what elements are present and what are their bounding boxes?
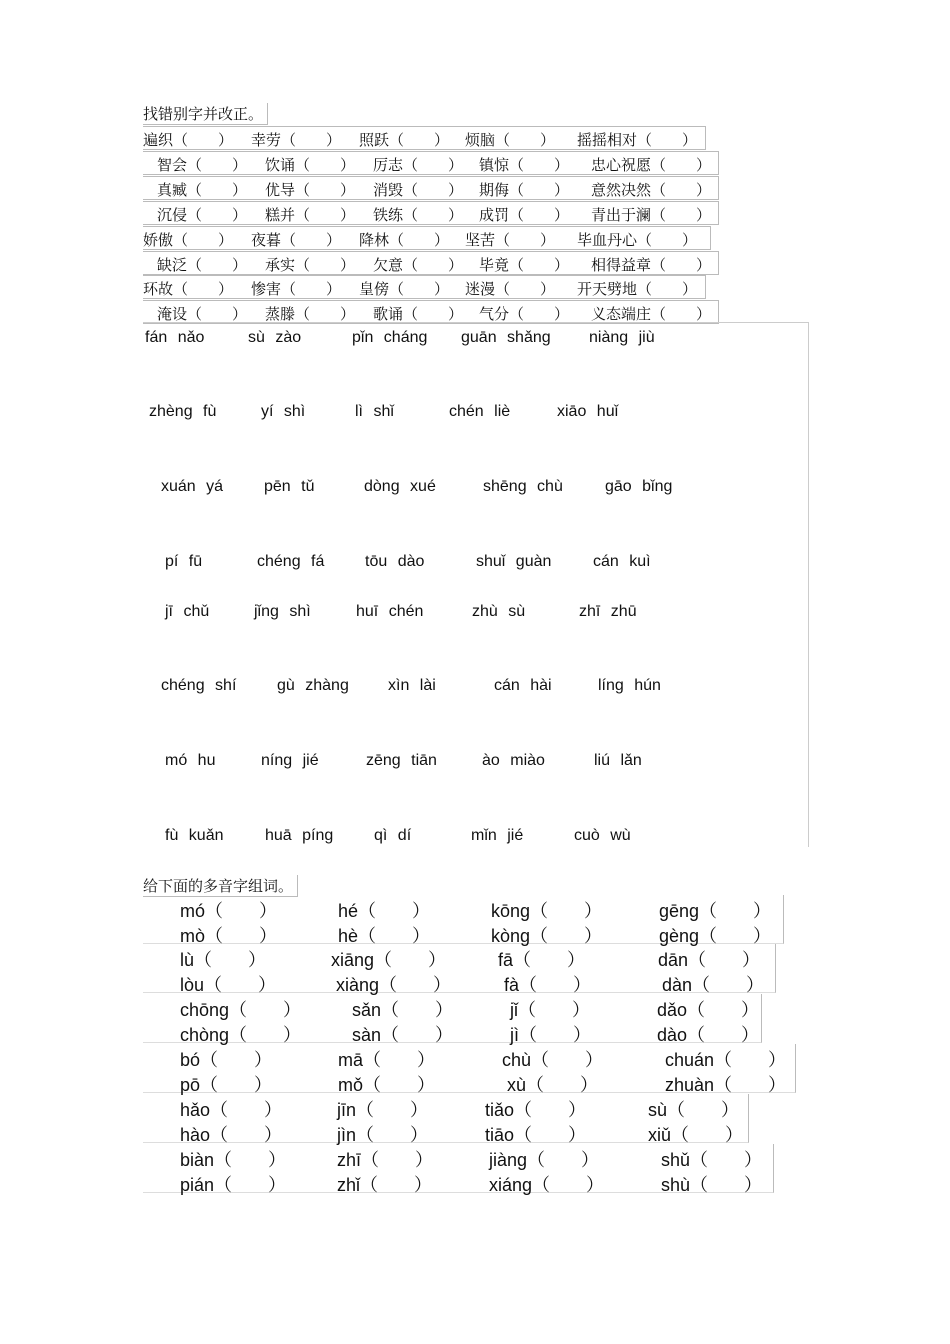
polyphonic-reading: jìn（ ） [337, 1125, 429, 1145]
error-word-cell: 消毁（ ） [373, 181, 464, 199]
error-row [143, 201, 719, 225]
error-row [143, 176, 719, 200]
error-word-cell: 烦脑（ ） [465, 131, 556, 149]
pinyin-prompt: zhù sù [472, 603, 526, 620]
error-word-cell: 皇傍（ ） [359, 280, 450, 298]
pinyin-prompt: sù zào [248, 329, 302, 346]
polyphonic-reading: fā（ ） [498, 950, 586, 970]
section3-title: 给下面的多音字组词。 [143, 875, 298, 897]
polyphonic-reading: mā（ ） [338, 1050, 436, 1070]
polyphonic-reading: hé（ ） [338, 901, 431, 921]
pinyin-prompt: lì shǐ [355, 403, 394, 420]
pinyin-prompt: chén liè [449, 403, 511, 420]
polyphonic-reading: sù（ ） [648, 1100, 740, 1120]
error-word-cell: 环故（ ） [143, 280, 234, 298]
error-word-cell: 沉侵（ ） [157, 206, 248, 224]
error-word-cell: 忠心祝愿（ ） [591, 156, 712, 174]
pinyin-prompt: zēng tiān [366, 752, 437, 769]
polyphonic-reading: xiāng（ ） [331, 950, 447, 970]
error-word-cell: 饮诵（ ） [265, 156, 356, 174]
error-row [143, 275, 706, 299]
pinyin-prompt: guān shǎng [461, 329, 551, 346]
error-word-cell: 成罚（ ） [479, 206, 570, 224]
pinyin-prompt: jī chǔ [165, 603, 210, 620]
error-word-cell: 承实（ ） [265, 256, 356, 274]
error-row [143, 300, 719, 324]
error-word-cell: 坚苦（ ） [465, 231, 556, 249]
pinyin-prompt: zhī zhū [579, 603, 637, 620]
error-row [143, 226, 711, 250]
pinyin-prompt: gāo bǐng [605, 478, 673, 495]
polyphonic-reading: kòng（ ） [491, 926, 603, 946]
pinyin-prompt: liú lǎn [594, 752, 642, 769]
error-word-cell: 开天劈地（ ） [577, 280, 698, 298]
polyphonic-reading: fà（ ） [504, 975, 592, 995]
polyphonic-reading: pián（ ） [180, 1175, 287, 1195]
pinyin-prompt: líng hún [598, 677, 661, 694]
polyphonic-reading: sàn（ ） [352, 1025, 454, 1045]
pinyin-prompt: jǐng shì [254, 603, 311, 620]
polyphonic-reading: biàn（ ） [180, 1150, 287, 1170]
polyphonic-reading: chòng（ ） [180, 1025, 302, 1045]
error-word-cell: 义态端庄（ ） [591, 305, 712, 323]
error-word-cell: 意然决然（ ） [591, 181, 712, 199]
polyphonic-reading: lòu（ ） [180, 975, 277, 995]
polyphonic-reading: dān（ ） [658, 950, 761, 970]
polyphonic-reading: dàn（ ） [662, 975, 765, 995]
error-word-cell: 青出于澜（ ） [591, 206, 712, 224]
polyphonic-reading: chù（ ） [502, 1050, 604, 1070]
polyphonic-reading: pō（ ） [180, 1075, 273, 1095]
pinyin-prompt: dòng xué [364, 478, 436, 495]
polyphonic-reading: mǒ（ ） [338, 1075, 436, 1095]
error-word-cell: 迷漫（ ） [465, 280, 556, 298]
pinyin-prompt: huā píng [265, 827, 334, 844]
error-word-cell: 摇摇相对（ ） [577, 131, 698, 149]
pinyin-prompt: pēn tǔ [264, 478, 315, 495]
pinyin-prompt: níng jié [261, 752, 319, 769]
error-word-cell: 歌诵（ ） [373, 305, 464, 323]
pinyin-prompt: zhèng fù [149, 403, 217, 420]
polyphonic-reading: chōng（ ） [180, 1000, 302, 1020]
error-row [143, 251, 719, 275]
pinyin-prompt: fán nǎo [145, 329, 205, 346]
error-word-cell: 真臧（ ） [157, 181, 248, 199]
polyphonic-reading: kōng（ ） [491, 901, 603, 921]
polyphonic-reading: zhī（ ） [337, 1150, 434, 1170]
polyphonic-reading: hè（ ） [338, 926, 431, 946]
pinyin-prompt: mǐn jié [471, 827, 524, 844]
error-word-cell: 气分（ ） [479, 305, 570, 323]
error-word-cell: 相得益章（ ） [591, 256, 712, 274]
pinyin-prompt: cán hài [494, 677, 552, 694]
error-word-cell: 娇傲（ ） [143, 231, 234, 249]
polyphonic-reading: jǐ（ ） [510, 1000, 590, 1020]
polyphonic-reading: mò（ ） [180, 926, 278, 946]
pinyin-prompt: cuò wù [574, 827, 631, 844]
pinyin-prompt: xìn lài [388, 677, 436, 694]
pinyin-prompt: cán kuì [593, 553, 651, 570]
polyphonic-reading: dào（ ） [657, 1025, 760, 1045]
pinyin-prompt: pǐn cháng [352, 329, 428, 346]
polyphonic-reading: xiáng（ ） [489, 1175, 605, 1195]
pinyin-prompt: shuǐ guàn [476, 553, 552, 570]
pinyin-prompt: tōu dào [365, 553, 425, 570]
section1-title: 找错别字并改正。 [143, 103, 268, 125]
error-word-cell: 镇惊（ ） [479, 156, 570, 174]
polyphonic-reading: hào（ ） [180, 1125, 283, 1145]
error-word-cell: 缺泛（ ） [157, 256, 248, 274]
error-row [143, 151, 719, 175]
error-word-cell: 降林（ ） [359, 231, 450, 249]
polyphonic-reading: gēng（ ） [659, 901, 772, 921]
polyphonic-reading: tiāo（ ） [485, 1125, 587, 1145]
error-word-cell: 糕并（ ） [265, 206, 356, 224]
polyphonic-reading: bó（ ） [180, 1050, 273, 1070]
polyphonic-reading: jiàng（ ） [489, 1150, 600, 1170]
pinyin-prompt: niàng jiù [589, 329, 655, 346]
pinyin-prompt: fù kuǎn [165, 827, 224, 844]
error-word-cell: 优导（ ） [265, 181, 356, 199]
polyphonic-reading: lù（ ） [180, 950, 267, 970]
error-row [143, 126, 706, 150]
polyphonic-reading: hǎo（ ） [180, 1100, 283, 1120]
pinyin-prompt: huī chén [356, 603, 424, 620]
pinyin-prompt: qì dí [374, 827, 412, 844]
polyphonic-reading: gèng（ ） [659, 926, 772, 946]
error-word-cell: 幸劳（ ） [251, 131, 342, 149]
polyphonic-reading: mó（ ） [180, 901, 278, 921]
error-word-cell: 铁练（ ） [373, 206, 464, 224]
polyphonic-reading: zhǐ（ ） [337, 1175, 433, 1195]
polyphonic-reading: dǎo（ ） [657, 1000, 760, 1020]
pinyin-prompt: pí fū [165, 553, 203, 570]
polyphonic-reading: chuán（ ） [665, 1050, 787, 1070]
polyphonic-reading: sǎn（ ） [352, 1000, 454, 1020]
polyphonic-reading: tiǎo（ ） [485, 1100, 587, 1120]
pinyin-prompt: gù zhàng [277, 677, 349, 694]
pinyin-prompt: chéng fá [257, 553, 325, 570]
polyphonic-reading: shǔ（ ） [661, 1150, 763, 1170]
pinyin-prompt: yí shì [261, 403, 306, 420]
error-word-cell: 淹设（ ） [157, 305, 248, 323]
pinyin-writing-grid [143, 322, 809, 847]
polyphonic-reading: xiǔ（ ） [648, 1125, 744, 1145]
pinyin-prompt: ào miào [482, 752, 545, 769]
polyphonic-reading: xù（ ） [507, 1075, 599, 1095]
error-word-cell: 智会（ ） [157, 156, 248, 174]
polyphonic-reading: xiàng（ ） [336, 975, 452, 995]
error-word-cell: 照跃（ ） [359, 131, 450, 149]
error-word-cell: 厉志（ ） [373, 156, 464, 174]
error-word-cell: 惨害（ ） [251, 280, 342, 298]
error-word-cell: 期侮（ ） [479, 181, 570, 199]
error-word-cell: 毕竟（ ） [479, 256, 570, 274]
error-word-cell: 蒸滕（ ） [265, 305, 356, 323]
polyphonic-reading: jì（ ） [510, 1025, 591, 1045]
pinyin-prompt: shēng chù [483, 478, 563, 495]
pinyin-prompt: xuán yá [161, 478, 224, 495]
pinyin-prompt: xiāo huǐ [557, 403, 619, 420]
error-word-cell: 遍织（ ） [143, 131, 234, 149]
error-word-cell: 毕血丹心（ ） [577, 231, 698, 249]
polyphonic-reading: jīn（ ） [337, 1100, 429, 1120]
pinyin-prompt: chéng shí [161, 677, 237, 694]
error-word-cell: 欠意（ ） [373, 256, 464, 274]
polyphonic-reading: zhuàn（ ） [665, 1075, 787, 1095]
pinyin-prompt: mó hu [165, 752, 216, 769]
polyphonic-reading: shù（ ） [661, 1175, 763, 1195]
error-word-cell: 夜暮（ ） [251, 231, 342, 249]
